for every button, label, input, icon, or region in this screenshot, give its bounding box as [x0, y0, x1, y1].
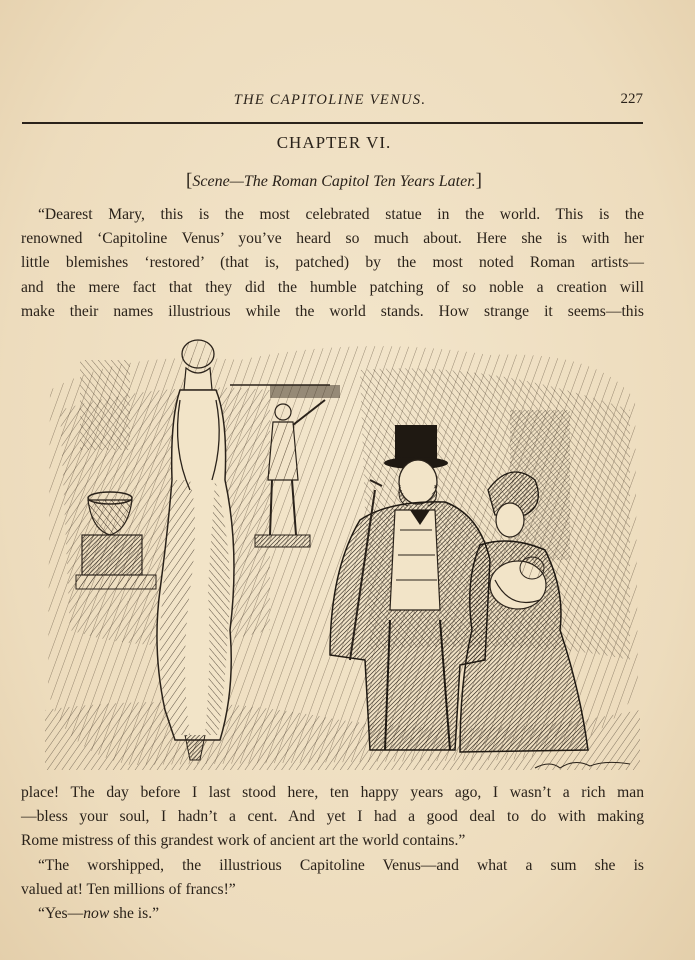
quote-close: she is.”: [109, 905, 160, 923]
text-line: place! The day before I last stood here, ten happy years ago, I wasn’t a rich man: [21, 784, 644, 801]
text-line-final: [21, 902, 644, 926]
text-line: little blemishes ‘restored’ (that is, patched) by the most noted Roman artists—: [21, 254, 644, 272]
text-line: “Dearest Mary, this is the most celebrated statue in the world. This is the: [38, 206, 644, 223]
page-number: 227: [620, 91, 643, 107]
text-line: Rome mistress of this grandest work of ancient art the world contains.”: [21, 832, 466, 850]
scene-close-bracket: ]: [475, 170, 482, 191]
text-line: “The worshipped, the illustrious Capitoline Venus—and what a sum she is: [38, 856, 644, 874]
emphasis-word: now: [83, 905, 110, 923]
engraving-illustration: [40, 330, 645, 775]
quote-open: “Yes—: [38, 905, 84, 923]
scene-text: The Roman Capitol Ten Years Later.: [243, 173, 476, 190]
text-line: renowned ‘Capitoline Venus’ you’ve heard so much about. Here she is with her: [21, 230, 644, 248]
scene-label: Scene—: [192, 173, 244, 190]
paragraph-2: [21, 781, 644, 926]
text-line: valued at! Ten millions of francs!”: [21, 880, 236, 898]
text-line: make their names illustrious while the world stands. How strange it seems—this: [21, 302, 644, 320]
text-line: and the mere fact that they did the humble patching of so noble a creation will: [21, 278, 644, 296]
scene-heading: [0, 170, 668, 192]
paragraph-1: [21, 203, 644, 324]
header-rule: [22, 122, 643, 124]
chapter-title: CHAPTER VI.: [276, 133, 392, 152]
running-head: [0, 90, 695, 112]
scene-open-bracket: [: [186, 170, 193, 191]
running-title: THE CAPITOLINE VENUS.: [233, 92, 427, 108]
text-line: —bless your soul, I hadn’t a cent. And yet I had a good deal to do with making: [21, 808, 644, 826]
